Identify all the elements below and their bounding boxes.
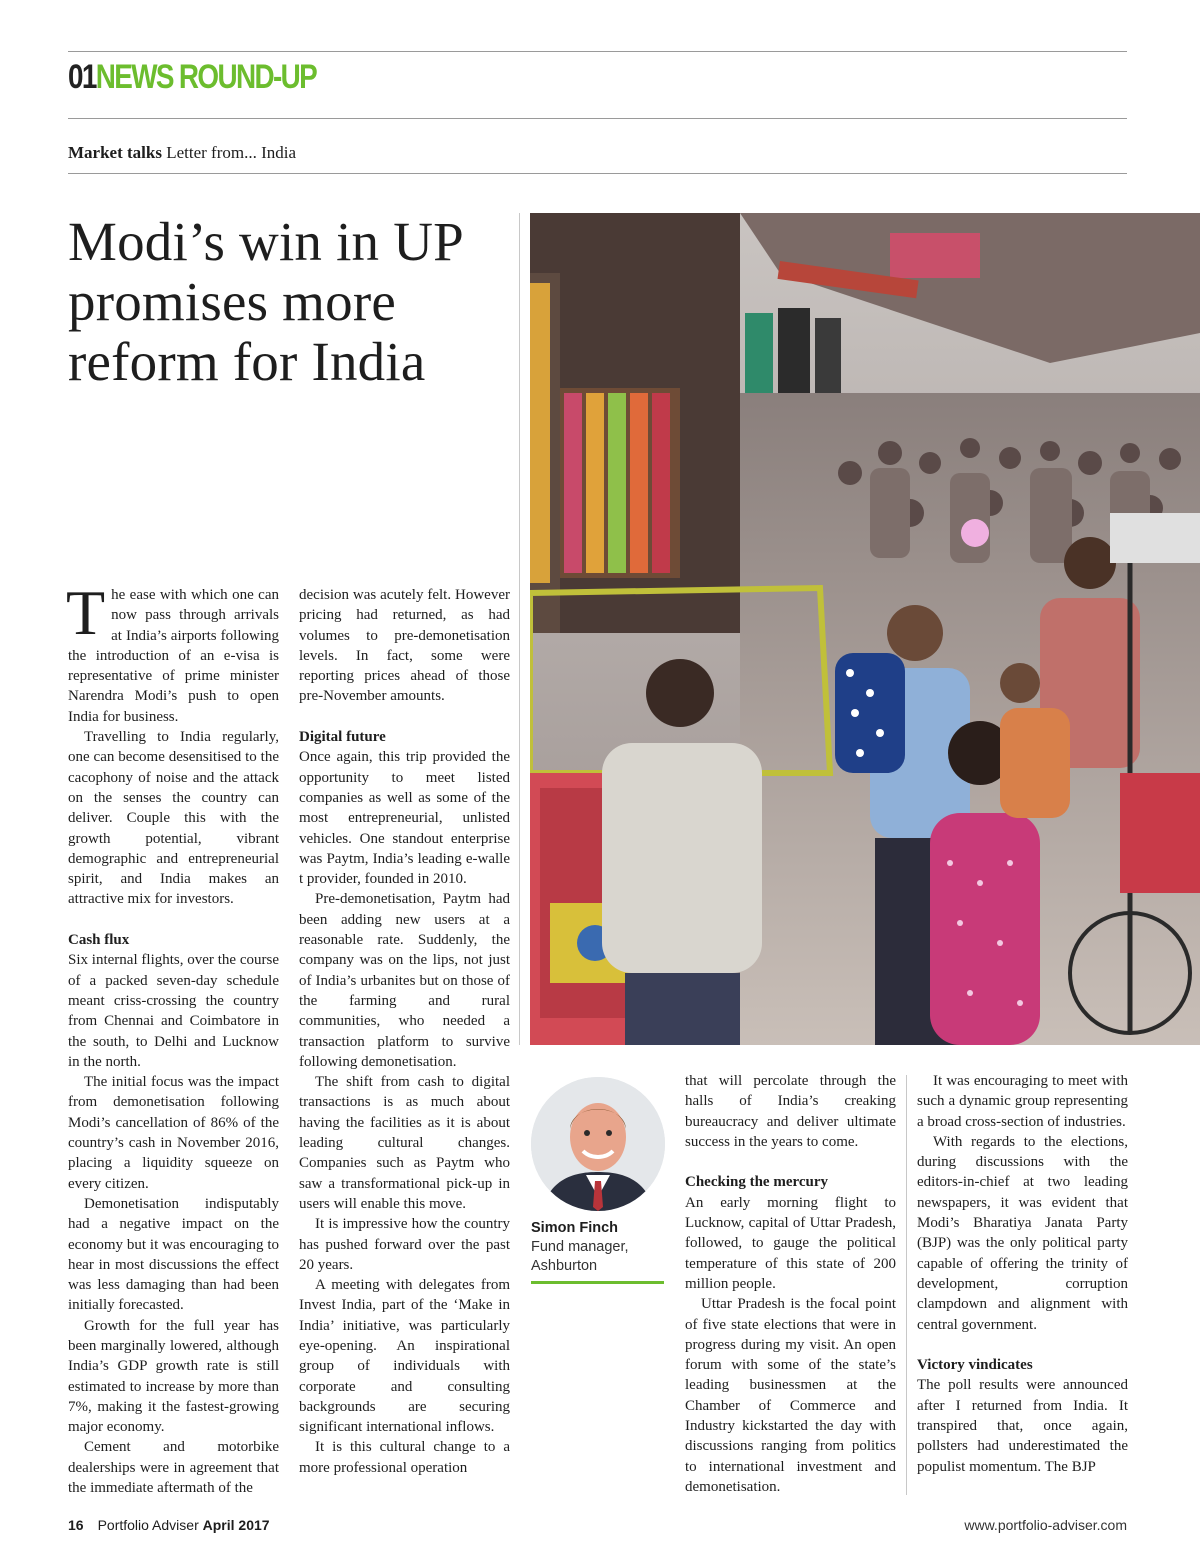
section-number: 01 [68, 58, 96, 96]
article-paragraph: Cement and motorbike dealerships were in agreement that the immediate aftermath of the [68, 1439, 279, 1497]
author-avatar [531, 1077, 665, 1211]
street-market-photo [530, 213, 1200, 1045]
author-byline [531, 1219, 629, 1276]
article-paragraph: The initial focus was the impact from demonetisation following Modi’s cancellation of 86% of the country’s cash in November 2016, placing a liquidity squeeze on every citizen. [68, 1074, 279, 1192]
kicker-subtitle: Letter from... India [166, 143, 297, 162]
article-column-1 [66, 577, 279, 1498]
kicker-rule [68, 173, 1127, 174]
article-paragraph: Once again, this trip provided the opportunity to meet listed companies as well as some of the most entrepreneurial, unlisted vehicles. One standout enterprise was Paytm, India’s leading e-walle t provider, founded in 2010. [299, 749, 510, 888]
column-divider [519, 213, 520, 1045]
kicker-category: Market talks [68, 143, 162, 162]
article-paragraph: Six internal flights, over the course of a packed seven-day schedule meant criss-crossing the country from Chennai and Coimbatore in the south, to Delhi and Lucknow in the north. [68, 952, 279, 1070]
article-paragraph: Uttar Pradesh is the focal point of five state elections that were in progress during my visit. An open forum with some of the state’s leading businessmen at the Chamber of Commerce and Industry kickstarted the day with discussions ranging from politics to international investment and demonetisation. [685, 1296, 896, 1495]
article-paragraph: Pre-demonetisation, Paytm had been adding new users at a reasonable rate. Suddenly, the company was on the lips, not just of India’s urbanites but on those of the farming and rural communities, who needed a transaction platform to survive following demonetisation. [299, 891, 510, 1070]
article-paragraph: A meeting with delegates from Invest India, part of the ‘Make in India’ initiative, was particularly eye-opening. An inspirational group of individuals with corporate and consulting backgrounds are securing significant international inflows. [299, 1277, 510, 1436]
issue-date: April 2017 [202, 1517, 270, 1533]
author-name: Simon Finch [531, 1220, 618, 1236]
subheading-digital-future: Digital future [299, 729, 386, 746]
article-paragraph: It was encouraging to meet with such a dynamic group representing a broad cross-section of industries. [917, 1073, 1128, 1130]
author-role: Fund manager, [531, 1239, 629, 1255]
article-column-3 [685, 1071, 896, 1497]
subheading-victory-vindicates: Victory vindicates [917, 1357, 1033, 1374]
section-title [68, 58, 316, 97]
photo-illustration [530, 213, 1200, 1045]
article-paragraph: Demonetisation indisputably had a negative impact on the economy but it was encouraging to hear in most discussions the effect was less damaging than had been initially forecasted. [68, 1195, 279, 1314]
subheading-checking-the-mercury: Checking the mercury [685, 1174, 829, 1191]
article-paragraph: The shift from cash to digital transactions is as much about having the facilities as it is about leading cultural changes. Companies such as Paytm who saw a transformational pick-up in users will enable this move. [299, 1074, 510, 1212]
article-paragraph: An early morning flight to Lucknow, capital of Uttar Pradesh, followed, to gauge the political temperature of this state of 200 million people. [685, 1194, 896, 1292]
headline: Modi’s win in UP promises more reform for India [68, 211, 462, 392]
paragraph-text: he ease with which one can now pass through arrivals at India’s airports following the introduction of an e-visa is representative of prime minister Narendra Modi’s push to open India for business. [68, 587, 279, 725]
author-company: Ashburton [531, 1258, 598, 1274]
article-paragraph: decision was acutely felt. However pricing had returned, as had volumes to pre-demonetisation levels. In fact, some were reporting prices ahead of those pre-November amounts. [299, 587, 510, 705]
footer-url: www.portfolio-adviser.com [964, 1517, 1127, 1533]
article-paragraph: that will percolate through the halls of India’s creaking bureaucracy and deliver ultimate success in the years to come. [685, 1073, 896, 1150]
article-paragraph: It is impressive how the country has pushed forward over the past 20 years. [299, 1216, 510, 1273]
publication-name: Portfolio Adviser [97, 1517, 199, 1533]
article-paragraph: Growth for the full year has been marginally lowered, although India’s GDP growth rate is still estimated to increase by more than 7%, making it the fastest-growing major economy. [68, 1317, 279, 1436]
subheading-cash-flux: Cash flux [68, 932, 130, 949]
article-paragraph [66, 577, 279, 727]
article-paragraph: It is this cultural change to a more professional operation [299, 1439, 510, 1476]
column-divider-3-4 [906, 1075, 907, 1495]
byline-accent-rule [531, 1281, 664, 1284]
article-paragraph: Travelling to India regularly, one can become desensitised to the cacophony of noise and the attack on the senses the country can deliver. Couple this with the growth potential, vibrant demographic and entrepreneurial spirit, and India makes an attractive mix for investors. [68, 729, 279, 908]
page-number: 16 [68, 1517, 84, 1533]
section-label: NEWS ROUND-UP [95, 58, 317, 96]
article-paragraph: The poll results were announced after I returned from India. It transpired that, once again, pollsters had underestimated the populist momentum. The BJP [917, 1377, 1128, 1475]
drop-cap: T [66, 577, 106, 648]
article-paragraph: With regards to the elections, during discussions with the editors-in-chief at two leading newspapers, it was evident that Modi’s Bharatiya Janata Party (BJP) was the only political party capable of offering the trinity of development, corruption clampdown and alignment with central government. [917, 1133, 1128, 1333]
article-column-2 [299, 585, 510, 1478]
footer-folio [68, 1517, 270, 1533]
author-portrait-icon [531, 1077, 665, 1211]
kicker [68, 143, 296, 163]
header-rule [68, 118, 1127, 119]
top-rule [68, 51, 1127, 52]
article-column-4 [917, 1071, 1128, 1477]
